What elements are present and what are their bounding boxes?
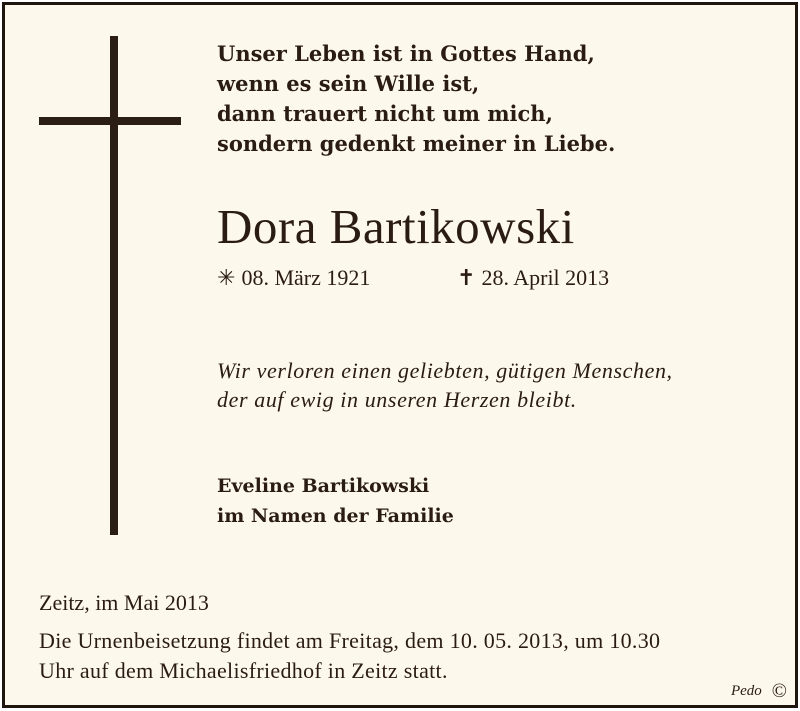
signer-name: Eveline Bartikowski [217, 475, 430, 497]
tribute-line: Wir verloren einen geliebten, gütigen Menschen, [217, 358, 673, 383]
burial-notice-line: Die Urnenbeisetzung findet am Freitag, dem 10. 05. 2013, um 10.30 [39, 628, 661, 653]
death-date: 28. April 2013 [481, 265, 610, 290]
verse [217, 39, 615, 159]
verse-line: dann trauert nicht um mich, [217, 101, 553, 126]
death-date-line [457, 263, 609, 293]
birth-date: 08. März 1921 [241, 265, 371, 290]
cross-horizontal-beam [39, 117, 181, 125]
cross-vertical-beam [110, 36, 118, 535]
signer-note: im Namen der Familie [217, 505, 454, 527]
dagger-icon: ✝ [457, 265, 476, 290]
credit [731, 681, 787, 701]
tribute [217, 356, 673, 414]
obituary-notice [2, 2, 798, 708]
signer [217, 471, 454, 531]
verse-line: wenn es sein Wille ist, [217, 71, 480, 96]
burial-notice [39, 626, 660, 686]
copyright-icon: © [771, 680, 787, 702]
deceased-name: Dora Bartikowski [217, 199, 575, 254]
credit-signature: Pedo [730, 683, 762, 699]
birth-date-line [217, 263, 370, 293]
verse-line: Unser Leben ist in Gottes Hand, [217, 41, 595, 66]
place-date: Zeitz, im Mai 2013 [39, 590, 209, 615]
tribute-line: der auf ewig in unseren Herzen bleibt. [217, 387, 577, 412]
star-icon: ✳ [217, 265, 236, 290]
verse-line: sondern gedenkt meiner in Liebe. [217, 131, 616, 156]
burial-notice-line: Uhr auf dem Michaelisfriedhof in Zeitz statt. [39, 658, 448, 683]
